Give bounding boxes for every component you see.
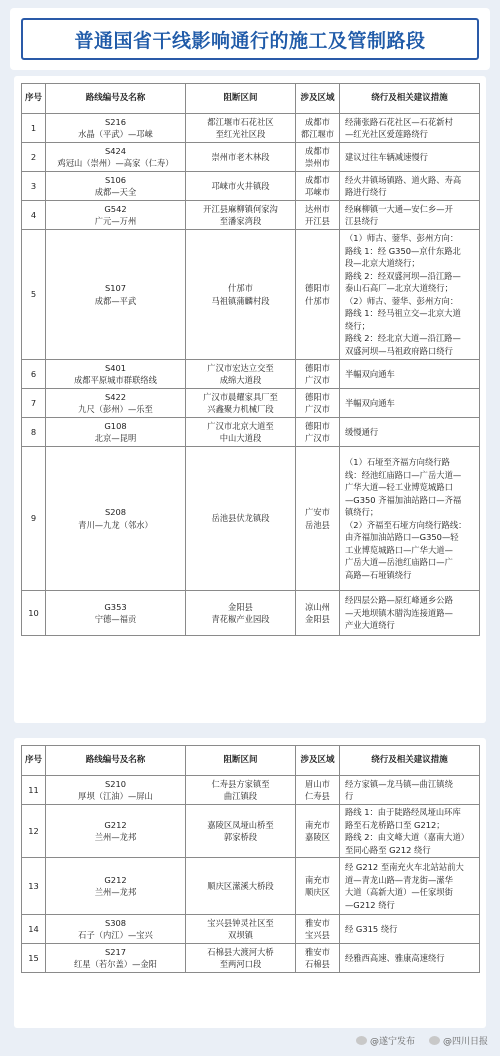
area-text: 顺庆区 bbox=[305, 887, 330, 897]
route-text: G542 bbox=[104, 203, 127, 214]
advice-text: 路线 1：由于陡路经凤垭山环库 bbox=[345, 807, 461, 817]
section-text: 崇州市老木林段 bbox=[211, 151, 270, 162]
route-cell bbox=[46, 201, 186, 230]
watermark-bar bbox=[356, 1034, 488, 1047]
advice-cell bbox=[340, 418, 480, 447]
table-row bbox=[22, 360, 480, 389]
section-cell bbox=[186, 230, 296, 360]
weibo-icon bbox=[356, 1036, 367, 1045]
route-text: 水晶（平武）—邛崃 bbox=[78, 129, 153, 139]
watermark-text: @遂宁发布 bbox=[369, 1037, 415, 1047]
advice-text: （1）师古、蓥华、彭州方向： bbox=[345, 233, 459, 243]
header-area: 涉及区域 bbox=[296, 746, 340, 776]
advice-text: 路线 1：经马祖立交—北京大道 bbox=[345, 308, 461, 318]
row-number: 3 bbox=[22, 172, 46, 201]
advice-text: 绕行； bbox=[345, 320, 370, 331]
area-cell bbox=[296, 776, 340, 805]
route-text: 青川—九龙（邻水） bbox=[78, 519, 153, 530]
section-cell bbox=[186, 591, 296, 636]
area-text: 邛崃市 bbox=[305, 187, 330, 197]
area-text: 什邡市 bbox=[305, 295, 330, 306]
advice-cell bbox=[340, 915, 480, 944]
route-text: G108 bbox=[104, 420, 127, 431]
section-text: 邛崃市火井镇段 bbox=[211, 180, 270, 191]
area-text: 德阳市 bbox=[305, 362, 330, 373]
route-text: S308 bbox=[104, 917, 127, 928]
section-text: 成绵大道段 bbox=[219, 375, 262, 385]
route-text: 厚坝（江油）—屏山 bbox=[78, 791, 153, 801]
advice-cell bbox=[340, 360, 480, 389]
area-text: 都江堰市 bbox=[300, 129, 335, 139]
area-cell bbox=[296, 418, 340, 447]
route-text: S424 bbox=[104, 145, 127, 156]
table-row bbox=[22, 858, 480, 915]
table-row bbox=[22, 389, 480, 418]
table-row bbox=[22, 201, 480, 230]
advice-text: 经 G315 绕行 bbox=[345, 923, 398, 934]
route-text: 鸡冠山（崇州）—高家（仁寿） bbox=[57, 158, 174, 168]
advice-text: 路进行绕行 bbox=[345, 187, 387, 197]
advice-text: 道—青龙山路—青龙街—潆华 bbox=[345, 874, 453, 885]
advice-text: 江县绕行 bbox=[345, 216, 379, 226]
advice-text: （2）师古、蓥华、彭州方向： bbox=[345, 295, 459, 306]
advice-text: 由齐福加油站路口—G350—轻 bbox=[345, 532, 459, 542]
route-text: S208 bbox=[104, 507, 127, 517]
advice-cell bbox=[340, 447, 480, 591]
route-cell bbox=[46, 114, 186, 143]
section-text: 至潘家湾段 bbox=[219, 216, 262, 226]
area-text: 成都市 bbox=[305, 174, 330, 185]
section-cell bbox=[186, 201, 296, 230]
watermark-text: @四川日报 bbox=[442, 1037, 488, 1047]
route-text: 九尺（彭州）—乐至 bbox=[78, 404, 153, 414]
advice-cell bbox=[340, 776, 480, 805]
area-text: 崇州市 bbox=[305, 158, 330, 168]
row-number: 14 bbox=[22, 915, 46, 944]
section-text: 兴鑫聚力机械厂段 bbox=[207, 404, 274, 414]
section-text: 中山大道段 bbox=[219, 433, 262, 443]
section-cell bbox=[186, 360, 296, 389]
advice-text: 半幅双向通车 bbox=[345, 368, 395, 379]
page-title: 普通国省干线影响通行的施工及管制路段 bbox=[74, 29, 426, 52]
area-text: 达州市 bbox=[305, 203, 330, 214]
advice-text: 路线 2：经北京大道—沿江路— bbox=[345, 333, 461, 343]
area-cell bbox=[296, 447, 340, 591]
advice-text: 高路—石垭镇绕行 bbox=[345, 569, 412, 580]
advice-cell bbox=[340, 201, 480, 230]
header-no: 序号 bbox=[22, 746, 46, 776]
route-cell bbox=[46, 143, 186, 172]
advice-text: 广华大道—轻工业博览城路口 bbox=[345, 482, 453, 492]
row-number: 11 bbox=[22, 776, 46, 805]
row-number: 13 bbox=[22, 858, 46, 915]
route-cell bbox=[46, 858, 186, 915]
section-text: 广汉市宏达立交至 bbox=[207, 362, 274, 373]
section-cell bbox=[186, 915, 296, 944]
section-text: 至两河口段 bbox=[219, 959, 262, 969]
section-cell bbox=[186, 944, 296, 973]
route-text: G353 bbox=[104, 601, 127, 612]
area-text: 石棉县 bbox=[305, 959, 330, 969]
row-number: 4 bbox=[22, 201, 46, 230]
section-cell bbox=[186, 418, 296, 447]
table-row bbox=[22, 915, 480, 944]
section-text: 岳池县伏龙镇段 bbox=[211, 513, 270, 524]
area-text: 广汉市 bbox=[305, 375, 330, 385]
area-cell bbox=[296, 201, 340, 230]
section-text: 郭家桥段 bbox=[223, 832, 258, 842]
advice-text: —天地坝镇木腊沟连接道路— bbox=[345, 607, 453, 618]
area-cell bbox=[296, 858, 340, 915]
table-row bbox=[22, 447, 480, 591]
section-cell bbox=[186, 447, 296, 591]
section-text: 顺庆区潆溪大桥段 bbox=[207, 880, 274, 891]
area-text: 广安市 bbox=[305, 507, 330, 517]
row-number: 7 bbox=[22, 389, 46, 418]
section-text: 广汉市晨耀家具厂至 bbox=[203, 391, 278, 402]
advice-text: 至同心路至 G212 绕行 bbox=[345, 844, 431, 855]
advice-text: 产业大道绕行 bbox=[345, 620, 395, 631]
section-cell bbox=[186, 143, 296, 172]
advice-text: 广岳大道—岳池红庙路口—广 bbox=[345, 557, 453, 567]
table-row bbox=[22, 114, 480, 143]
row-number: 15 bbox=[22, 944, 46, 973]
header-route: 路线编号及名称 bbox=[46, 746, 186, 776]
advice-text: 路至石龙桥路口至 G212； bbox=[345, 819, 445, 830]
route-cell bbox=[46, 805, 186, 858]
route-cell bbox=[46, 360, 186, 389]
route-text: S210 bbox=[104, 778, 127, 789]
area-cell bbox=[296, 172, 340, 201]
advice-text: 工业博览城路口—广华大道— bbox=[345, 544, 453, 555]
table-row bbox=[22, 591, 480, 636]
advice-text: 路线 2：经双盛河坝—沿江路— bbox=[345, 270, 461, 281]
route-text: S422 bbox=[104, 391, 127, 402]
area-text: 南充市 bbox=[305, 874, 330, 885]
row-number: 10 bbox=[22, 591, 46, 636]
route-cell bbox=[46, 172, 186, 201]
section-text: 曲江镇段 bbox=[223, 791, 258, 801]
title-banner bbox=[21, 18, 479, 60]
construction-table-1 bbox=[21, 83, 480, 636]
row-number: 1 bbox=[22, 114, 46, 143]
advice-cell bbox=[340, 858, 480, 915]
header-route: 路线编号及名称 bbox=[46, 84, 186, 114]
area-cell bbox=[296, 143, 340, 172]
header-section: 阻断区间 bbox=[186, 84, 296, 114]
route-text: 兰州—龙邦 bbox=[94, 887, 137, 897]
section-text: 什邡市 bbox=[228, 283, 253, 293]
advice-cell bbox=[340, 944, 480, 973]
section-text: 双坝镇 bbox=[228, 930, 253, 940]
route-text: 宁德—福贡 bbox=[94, 614, 137, 624]
area-text: 眉山市 bbox=[305, 778, 330, 789]
advice-text: —G350 齐福加油站路口—齐福 bbox=[345, 494, 462, 505]
route-text: 红星（若尔盖）—金阳 bbox=[74, 959, 157, 969]
area-text: 南充市 bbox=[305, 819, 330, 830]
section-text: 石棉县大渡河大桥 bbox=[207, 946, 274, 957]
route-cell bbox=[46, 944, 186, 973]
advice-text: 建议过往车辆减速慢行 bbox=[345, 151, 428, 162]
header-section: 阻断区间 bbox=[186, 746, 296, 776]
area-cell bbox=[296, 944, 340, 973]
advice-text: 双盛河坝—马祖政府路口绕行 bbox=[345, 345, 453, 356]
section-text: 嘉陵区凤垭山桥至 bbox=[207, 819, 274, 830]
area-text: 成都市 bbox=[305, 145, 330, 156]
table-row bbox=[22, 172, 480, 201]
area-cell bbox=[296, 591, 340, 636]
route-cell bbox=[46, 418, 186, 447]
table-row bbox=[22, 944, 480, 973]
construction-table-2 bbox=[21, 745, 480, 973]
area-text: 德阳市 bbox=[305, 283, 330, 293]
advice-text: 泰山石高厂—北京大道绕行； bbox=[345, 283, 453, 293]
area-text: 岳池县 bbox=[305, 519, 330, 530]
area-text: 广汉市 bbox=[305, 404, 330, 414]
route-text: 成都平原城市群联络线 bbox=[74, 375, 157, 385]
area-text: 雅安市 bbox=[305, 946, 330, 957]
section-text: 金阳县 bbox=[228, 601, 253, 612]
table-header-row bbox=[22, 84, 480, 114]
advice-text: 缓慢通行 bbox=[345, 426, 379, 437]
advice-text: 经 G212 至南充火车北站站前大 bbox=[345, 862, 464, 872]
route-cell bbox=[46, 389, 186, 418]
advice-text: 线：经池红庙路口—广岳大道— bbox=[345, 469, 462, 480]
area-text: 成都市 bbox=[305, 116, 330, 127]
area-text: 广汉市 bbox=[305, 433, 330, 443]
watermark-2 bbox=[429, 1034, 488, 1047]
route-text: G212 bbox=[104, 874, 127, 885]
advice-cell bbox=[340, 230, 480, 360]
advice-text: 经麻柳镇一大通—安仁乡—开 bbox=[345, 203, 453, 214]
advice-text: —红光社区爱莲路绕行 bbox=[345, 129, 428, 139]
table-row bbox=[22, 805, 480, 858]
advice-cell bbox=[340, 591, 480, 636]
advice-text: 镇绕行； bbox=[345, 507, 379, 517]
section-text: 宝兴县钟灵社区至 bbox=[207, 917, 274, 928]
advice-text: 经蒲张路石花社区—石花新村 bbox=[345, 116, 453, 127]
table-row bbox=[22, 776, 480, 805]
table-row bbox=[22, 143, 480, 172]
row-number: 6 bbox=[22, 360, 46, 389]
route-text: S217 bbox=[104, 946, 127, 957]
route-cell bbox=[46, 230, 186, 360]
weibo-icon bbox=[429, 1036, 440, 1045]
route-text: G212 bbox=[104, 819, 127, 830]
section-cell bbox=[186, 172, 296, 201]
table-panel-1 bbox=[14, 76, 486, 723]
advice-cell bbox=[340, 114, 480, 143]
advice-text: 经四层公路—原红峰通乡公路 bbox=[345, 595, 453, 606]
advice-text: 路线 1：经 G350—京什东路北 bbox=[345, 245, 461, 256]
area-text: 仁寿县 bbox=[305, 791, 330, 801]
advice-cell bbox=[340, 389, 480, 418]
section-text: 广汉市北京大道至 bbox=[207, 420, 274, 431]
route-text: S401 bbox=[104, 362, 127, 373]
route-text: S106 bbox=[104, 174, 127, 185]
table-panel-2 bbox=[14, 738, 486, 1028]
area-cell bbox=[296, 230, 340, 360]
route-text: 成都—天全 bbox=[94, 187, 137, 197]
section-cell bbox=[186, 858, 296, 915]
advice-cell bbox=[340, 143, 480, 172]
advice-text: 经方家镇—龙马镇—曲江镇绕 bbox=[345, 778, 453, 789]
row-number: 9 bbox=[22, 447, 46, 591]
table-row bbox=[22, 418, 480, 447]
advice-text: 行 bbox=[345, 791, 354, 801]
area-text: 德阳市 bbox=[305, 391, 330, 402]
table-header-row bbox=[22, 746, 480, 776]
advice-text: —G212 绕行 bbox=[345, 899, 395, 910]
row-number: 12 bbox=[22, 805, 46, 858]
section-text: 开江县麻柳镇何家沟 bbox=[203, 203, 278, 214]
area-text: 开江县 bbox=[305, 216, 330, 226]
area-text: 德阳市 bbox=[305, 420, 330, 431]
section-text: 至红光社区段 bbox=[215, 129, 266, 139]
area-cell bbox=[296, 389, 340, 418]
watermark-1 bbox=[356, 1034, 415, 1047]
section-cell bbox=[186, 776, 296, 805]
row-number: 2 bbox=[22, 143, 46, 172]
advice-text: 大道（高新大道）—任家坝街 bbox=[345, 887, 453, 897]
route-text: 石子（内江）—宝兴 bbox=[78, 930, 153, 940]
advice-cell bbox=[340, 172, 480, 201]
section-text: 都江堰市石花社区 bbox=[207, 116, 274, 127]
advice-cell bbox=[340, 805, 480, 858]
row-number: 8 bbox=[22, 418, 46, 447]
area-text: 宝兴县 bbox=[305, 930, 330, 940]
area-cell bbox=[296, 805, 340, 858]
route-text: S216 bbox=[104, 116, 127, 127]
route-text: 成都—平武 bbox=[94, 295, 137, 306]
header-no: 序号 bbox=[22, 84, 46, 114]
route-cell bbox=[46, 915, 186, 944]
route-text: 北京—昆明 bbox=[94, 433, 137, 443]
route-text: S107 bbox=[104, 283, 127, 293]
section-text: 仁寿县方家镇至 bbox=[211, 778, 270, 789]
section-text: 青花椒产业园段 bbox=[211, 614, 270, 624]
advice-text: （1）石垭至齐福方向绕行路 bbox=[345, 457, 450, 467]
route-cell bbox=[46, 591, 186, 636]
row-number: 5 bbox=[22, 230, 46, 360]
area-cell bbox=[296, 915, 340, 944]
table-row bbox=[22, 230, 480, 360]
area-text: 雅安市 bbox=[305, 917, 330, 928]
advice-text: 经火井镇场镇路、道火路、寿高 bbox=[345, 174, 462, 185]
section-text: 马祖镇蒲麟村段 bbox=[211, 295, 270, 306]
area-text: 凉山州 bbox=[305, 601, 330, 612]
header-advice: 绕行及相关建议措施 bbox=[340, 84, 480, 114]
advice-text: 半幅双向通车 bbox=[345, 397, 395, 408]
advice-text: 路线 2：由文峰大道（嘉南大道） bbox=[345, 832, 470, 842]
section-cell bbox=[186, 389, 296, 418]
section-cell bbox=[186, 805, 296, 858]
route-text: 兰州—龙邦 bbox=[94, 832, 137, 842]
route-text: 广元—万州 bbox=[94, 216, 137, 226]
advice-text: 经雅西高速、雅康高速绕行 bbox=[345, 952, 445, 963]
area-cell bbox=[296, 114, 340, 143]
advice-text: 段—北京大道绕行； bbox=[345, 258, 420, 268]
advice-text: （2）齐福至石垭方向绕行路线： bbox=[345, 519, 467, 530]
header-advice: 绕行及相关建议措施 bbox=[340, 746, 480, 776]
section-cell bbox=[186, 114, 296, 143]
area-text: 嘉陵区 bbox=[305, 832, 330, 842]
route-cell bbox=[46, 776, 186, 805]
header-area: 涉及区域 bbox=[296, 84, 340, 114]
area-cell bbox=[296, 360, 340, 389]
area-text: 金阳县 bbox=[305, 614, 330, 624]
route-cell bbox=[46, 447, 186, 591]
